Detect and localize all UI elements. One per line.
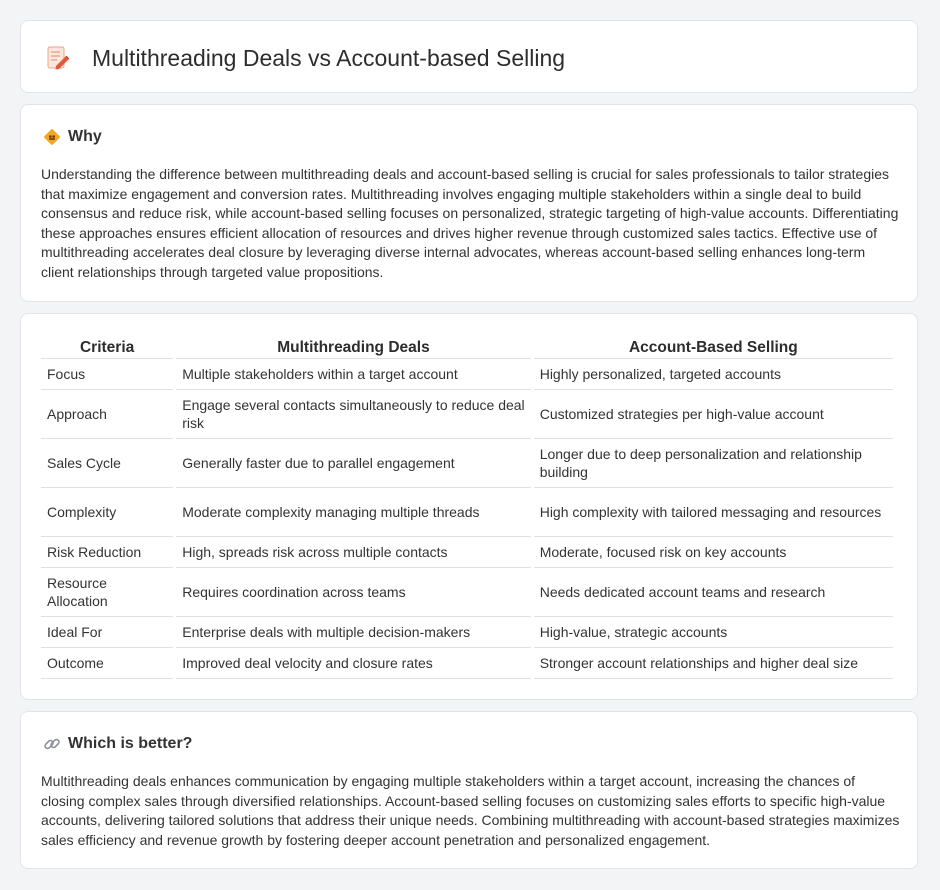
- title-card: [20, 20, 918, 93]
- why-header: [43, 126, 102, 148]
- account-based-cell: Needs dedicated account teams and research: [534, 568, 893, 617]
- table-row: [41, 648, 893, 679]
- link-icon: [43, 735, 61, 753]
- diamond-sign-icon: [43, 128, 61, 146]
- page-title: Multithreading Deals vs Account-based Selling: [92, 45, 566, 71]
- account-based-cell: Stronger account relationships and higher deal size: [534, 648, 893, 679]
- account-based-cell: High complexity with tailored messaging and resources: [534, 488, 893, 537]
- account-based-cell: Moderate, focused risk on key accounts: [534, 537, 893, 568]
- account-based-cell: Customized strategies per high-value account: [534, 390, 893, 439]
- criteria-cell: Outcome: [41, 648, 173, 679]
- account-based-cell: High-value, strategic accounts: [534, 617, 893, 648]
- multithreading-cell: Generally faster due to parallel engagement: [176, 439, 530, 488]
- criteria-cell: Risk Reduction: [41, 537, 173, 568]
- why-text: Understanding the difference between multithreading deals and account-based selling is crucial for sales professionals to tailor strategies that maximize engagement and conversion rates. Multithreading involves engaging multiple stakeholders within a single deal to build consensus and reduce risk, while account-based selling focuses on personalized, strategic targeting of high-value accounts. Differentiating these approaches ensures efficient allocation of resources and drives higher revenue through customized sales tactics. Effective use of multithreading accelerates deal closure by leveraging diverse internal advocates, whereas account-based selling enhances long-term client relationships through targeted value propositions.: [41, 166, 899, 280]
- criteria-cell: Complexity: [41, 488, 173, 537]
- multithreading-cell: Moderate complexity managing multiple threads: [176, 488, 530, 537]
- column-header-multithreading: Multithreading Deals: [176, 335, 530, 359]
- table-row: [41, 617, 893, 648]
- account-based-cell: Highly personalized, targeted accounts: [534, 359, 893, 390]
- table-row: [41, 537, 893, 568]
- comparison-section: [20, 313, 918, 700]
- criteria-cell: Ideal For: [41, 617, 173, 648]
- multithreading-cell: Requires coordination across teams: [176, 568, 530, 617]
- why-heading: Why: [68, 128, 102, 145]
- table-row: [41, 568, 893, 617]
- which-is-better-section: [20, 711, 918, 869]
- table-row: [41, 439, 893, 488]
- criteria-cell: Resource Allocation: [41, 568, 173, 617]
- criteria-cell: Sales Cycle: [41, 439, 173, 488]
- table-row: [41, 359, 893, 390]
- column-header-account-based: Account-Based Selling: [534, 335, 893, 359]
- why-section: [20, 104, 918, 302]
- column-header-criteria: Criteria: [41, 335, 173, 359]
- table-header-row: [41, 335, 893, 359]
- criteria-cell: Approach: [41, 390, 173, 439]
- multithreading-cell: Multiple stakeholders within a target account: [176, 359, 530, 390]
- better-heading: Which is better?: [68, 735, 193, 752]
- multithreading-cell: Engage several contacts simultaneously to reduce deal risk: [176, 390, 530, 439]
- better-text: Multithreading deals enhances communication by engaging multiple stakeholders within a target account, increasing the chances of closing complex sales through diversified relationships. Account-based selling focuses on customizing sales efforts to specific high-value accounts, delivering tailored solutions that address their unique needs. Combining multithreading with account-based strategies maximizes sales efficiency and revenue growth by fostering deeper account penetration and personalized engagement.: [41, 773, 900, 848]
- account-based-cell: Longer due to deep personalization and relationship building: [534, 439, 893, 488]
- table-row: [41, 488, 893, 537]
- multithreading-cell: Improved deal velocity and closure rates: [176, 648, 530, 679]
- multithreading-cell: High, spreads risk across multiple contacts: [176, 537, 530, 568]
- criteria-cell: Focus: [41, 359, 173, 390]
- multithreading-cell: Enterprise deals with multiple decision-makers: [176, 617, 530, 648]
- table-row: [41, 390, 893, 439]
- comparison-table: [38, 335, 896, 679]
- better-header: [43, 733, 192, 755]
- document-pen-icon: [45, 45, 71, 71]
